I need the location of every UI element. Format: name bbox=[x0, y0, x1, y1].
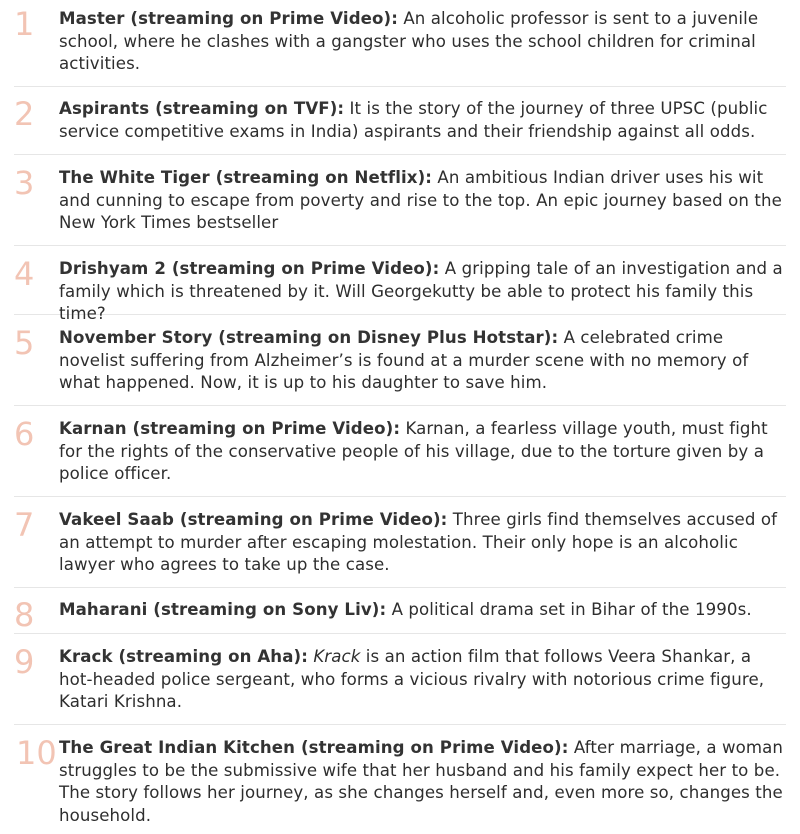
item-text bbox=[59, 599, 787, 622]
item-description: Three girls find themselves accused of an attempt to murder after escaping molestation. Their only hope is an alcoholic lawyer who agrees to take up the case. bbox=[59, 510, 778, 574]
list-item bbox=[14, 255, 786, 323]
item-separator: : bbox=[432, 259, 440, 278]
item-number: 2 bbox=[14, 95, 35, 133]
item-number: 8 bbox=[14, 596, 35, 634]
item-title: Maharani (streaming on Sony Liv) bbox=[59, 600, 380, 619]
item-separator: : bbox=[393, 419, 401, 438]
item-description: It is the story of the journey of three UPSC (public service competitive exams in India) aspirants and their friendship against all odds. bbox=[59, 99, 768, 141]
list-item bbox=[14, 643, 786, 725]
list-item bbox=[14, 415, 786, 497]
item-title: Krack (streaming on Aha) bbox=[59, 647, 302, 666]
item-text bbox=[59, 327, 787, 395]
list-item bbox=[14, 506, 786, 588]
item-text bbox=[59, 646, 787, 714]
item-title: Master (streaming on Prime Video) bbox=[59, 9, 392, 28]
item-separator: : bbox=[561, 738, 569, 757]
item-separator: : bbox=[440, 510, 448, 529]
list-item bbox=[14, 95, 786, 155]
item-number: 4 bbox=[14, 255, 35, 293]
item-number: 5 bbox=[14, 324, 35, 362]
item-text bbox=[59, 8, 787, 76]
list-item bbox=[14, 164, 786, 246]
item-description: An alcoholic professor is sent to a juvenile school, where he clashes with a gangster who uses the school children for criminal activities. bbox=[59, 9, 759, 73]
item-separator: : bbox=[391, 9, 398, 28]
item-separator: : bbox=[379, 600, 387, 619]
item-number: 9 bbox=[14, 643, 35, 681]
item-description: Karnan, a fearless village youth, must fight for the rights of the conservative people of his village, due to the torture given by a police officer. bbox=[59, 419, 768, 483]
item-title: The Great Indian Kitchen (streaming on Prime Video) bbox=[59, 738, 562, 757]
item-text bbox=[59, 98, 787, 143]
item-title: Drishyam 2 (streaming on Prime Video) bbox=[59, 259, 433, 278]
item-separator: : bbox=[301, 647, 308, 666]
list-item bbox=[14, 734, 786, 834]
item-number: 3 bbox=[14, 164, 35, 202]
item-number: 10 bbox=[16, 734, 57, 772]
item-text bbox=[59, 418, 787, 486]
item-description: A celebrated crime novelist suffering from Alzheimer’s is found at a murder scene with no memory of what happened. Now, it is up to his daughter to save him. bbox=[59, 328, 749, 392]
item-title: Aspirants (streaming on TVF) bbox=[59, 99, 338, 118]
item-text bbox=[59, 509, 787, 577]
list-item bbox=[14, 324, 786, 406]
item-number: 6 bbox=[14, 415, 35, 453]
item-text bbox=[59, 737, 787, 827]
list-item bbox=[14, 596, 786, 634]
item-title: The White Tiger (streaming on Netflix) bbox=[59, 168, 426, 187]
item-separator: : bbox=[551, 328, 559, 347]
item-title: Karnan (streaming on Prime Video) bbox=[59, 419, 394, 438]
item-number: 7 bbox=[14, 506, 35, 544]
item-description: An ambitious Indian driver uses his wit and cunning to escape from poverty and rise to the top. An epic journey based on the New York Times bestseller bbox=[59, 168, 782, 232]
item-description: After marriage, a woman struggles to be the submissive wife that her husband and his family expect her to be. The story follows her journey, as she changes herself and, even more so, changes the household. bbox=[59, 738, 784, 825]
item-description: is an action film that follows Veera Shankar, a hot-headed police sergeant, who forms a vicious rivalry with notorious crime figure, Katari Krishna. bbox=[59, 647, 765, 711]
item-text bbox=[59, 258, 787, 326]
item-description: A political drama set in Bihar of the 1990s. bbox=[386, 600, 752, 619]
item-text bbox=[59, 167, 787, 235]
item-description-italic: Krack bbox=[313, 647, 361, 666]
item-separator: : bbox=[337, 99, 345, 118]
item-number: 1 bbox=[14, 5, 35, 43]
item-separator: : bbox=[425, 168, 433, 187]
list-item bbox=[14, 5, 786, 87]
item-title: November Story (streaming on Disney Plus Hotstar) bbox=[59, 328, 552, 347]
item-title: Vakeel Saab (streaming on Prime Video) bbox=[59, 510, 441, 529]
item-description: A gripping tale of an investigation and a family which is threatened by it. Will Georgekutty be able to protect his family this time? bbox=[59, 259, 783, 323]
